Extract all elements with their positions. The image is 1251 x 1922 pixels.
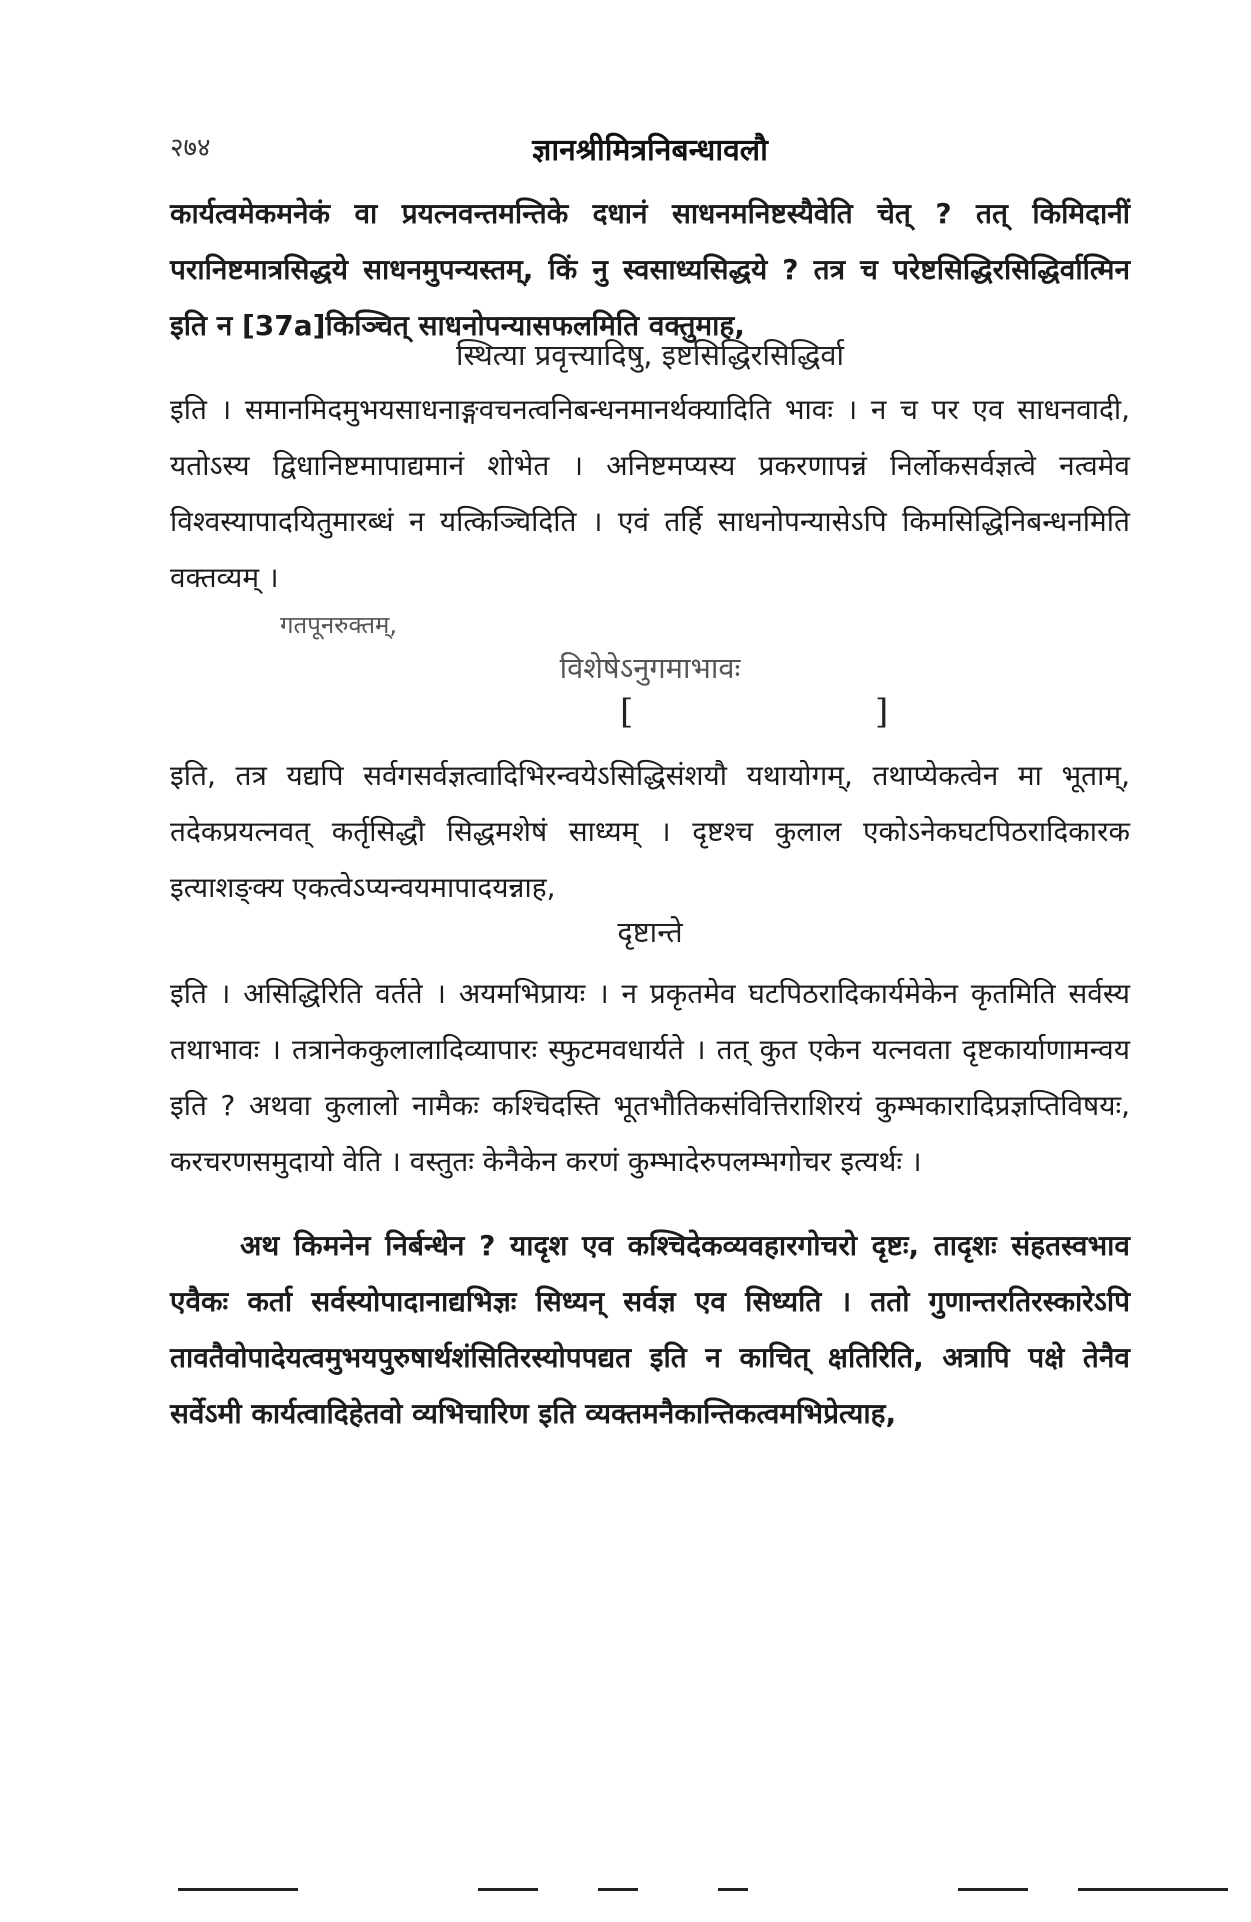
lacuna-brackets — [170, 692, 1130, 732]
right-bracket: ] — [875, 692, 889, 732]
verse-2: विशेषेऽनुगमाभावः — [559, 651, 741, 685]
paragraph-1-text: कार्यत्वमेकमनेकं वा प्रयत्नवन्तमन्तिके दधानं साधनमनिष्टस्यैवेति चेत् ? तत् किमिदानीं परानिष्टमात्रसिद्धये साधनमुपन्यस्तम्, किं नु स्वसाध्यसिद्धये ? तत्र च परेष्टसिद्धिरसिद्धिर्वात्मिन इति न [37a]किञ्चित् साधनोपन्यासफलमिति वक्तुमाह, — [170, 197, 1130, 342]
scan-mark-1 — [178, 1888, 298, 1891]
paragraph-4 — [170, 966, 1130, 1190]
running-title: ज्ञानश्रीमित्रनिबन्धावलौ — [532, 133, 768, 168]
scan-mark-3 — [598, 1888, 638, 1891]
page-header — [170, 128, 1130, 168]
scan-mark-2 — [478, 1888, 538, 1891]
paragraph-3 — [170, 748, 1130, 916]
paragraph-2-text: इति । समानमिदमुभयसाधनाङ्गवचनत्वनिबन्धनमानर्थक्यादिति भावः । न च पर एव साधनवादी, यतोऽस्य द्विधानिष्टमापाद्यमानं शोभेत । अनिष्टमप्यस्य प्रकरणापन्नं निर्लोकसर्वज्ञत्वे नत्वमेव विश्वस्यापादयितुमारब्धं न यत्किञ्चिदिति । एवं तर्हि साधनोपन्यासेऽपि किमसिद्धिनिबन्धनमिति वक्तव्यम् । — [170, 393, 1130, 594]
paragraph-3-text: इति, तत्र यद्यपि सर्वगसर्वज्ञत्वादिभिरन्वयेऽसिद्धिसंशयौ यथायोगम्, तथाप्येकत्वेन मा भूताम्, तदेकप्रयत्नवत् कर्तृसिद्धौ सिद्धमशेषं साध्यम् । दृष्टश्च कुलाल एकोऽनेकघटपिठरादिकारक इत्याशङ्क्य एकत्वेऽप्यन्वयमापादयन्नाह, — [170, 759, 1130, 904]
scan-mark-4 — [718, 1888, 748, 1891]
paragraph-1 — [170, 186, 1130, 354]
page-number: २७४ — [170, 133, 211, 163]
footer-scan-marks — [178, 1888, 1238, 1892]
paragraph-2 — [170, 382, 1130, 606]
left-bracket: [ — [620, 692, 634, 732]
scan-mark-5 — [958, 1888, 1028, 1891]
marginal-note: गतपूनरुक्तम्, — [280, 611, 398, 639]
paragraph-5-text: अथ किमनेन निर्बन्धेन ? यादृश एव कश्चिदेकव्यवहारगोचरो दृष्टः, तादृशः संहतस्वभाव एवैकः कर्ता सर्वस्योपादानाद्यभिज्ञः सिध्यन् सर्वज्ञ एव सिध्यति । ततो गुणान्तरतिरस्कारेऽपि तावतैवोपादेयत्वमुभयपुरुषार्थशंसितिरस्योपपद्यत इति न काचित् क्षतिरिति, अत्रापि पक्षे तेनैव सर्वेऽमी कार्यत्वादिहेतवो व्यभिचारिण इति व्यक्तमनैकान्तिकत्वमभिप्रेत्याह, — [170, 1229, 1130, 1430]
verse-3: दृष्टान्ते — [617, 915, 683, 949]
paragraph-5 — [170, 1218, 1130, 1442]
verse-1: स्थित्या प्रवृत्त्यादिषु, इष्टसिद्धिरसिद्धिर्वा — [456, 338, 844, 372]
paragraph-4-text: इति । असिद्धिरिति वर्तते । अयमभिप्रायः । न प्रकृतमेव घटपिठरादिकार्यमेकेन कृतमिति सर्वस्य तथाभावः । तत्रानेककुलालादिव्यापारः स्फुटमवधार्यते । तत् कुत एकेन यत्नवता दृष्टकार्याणामन्वय इति ? अथवा कुलालो नामैकः कश्चिदस्ति भूतभौतिकसंवित्तिराशिरयं कुम्भकारादिप्रज्ञप्तिविषयः, करचरणसमुदायो वेति । वस्तुतः केनैकेन करणं कुम्भादेरुपलम्भगोचर इत्यर्थः । — [170, 977, 1130, 1178]
scan-mark-6 — [1078, 1888, 1228, 1891]
